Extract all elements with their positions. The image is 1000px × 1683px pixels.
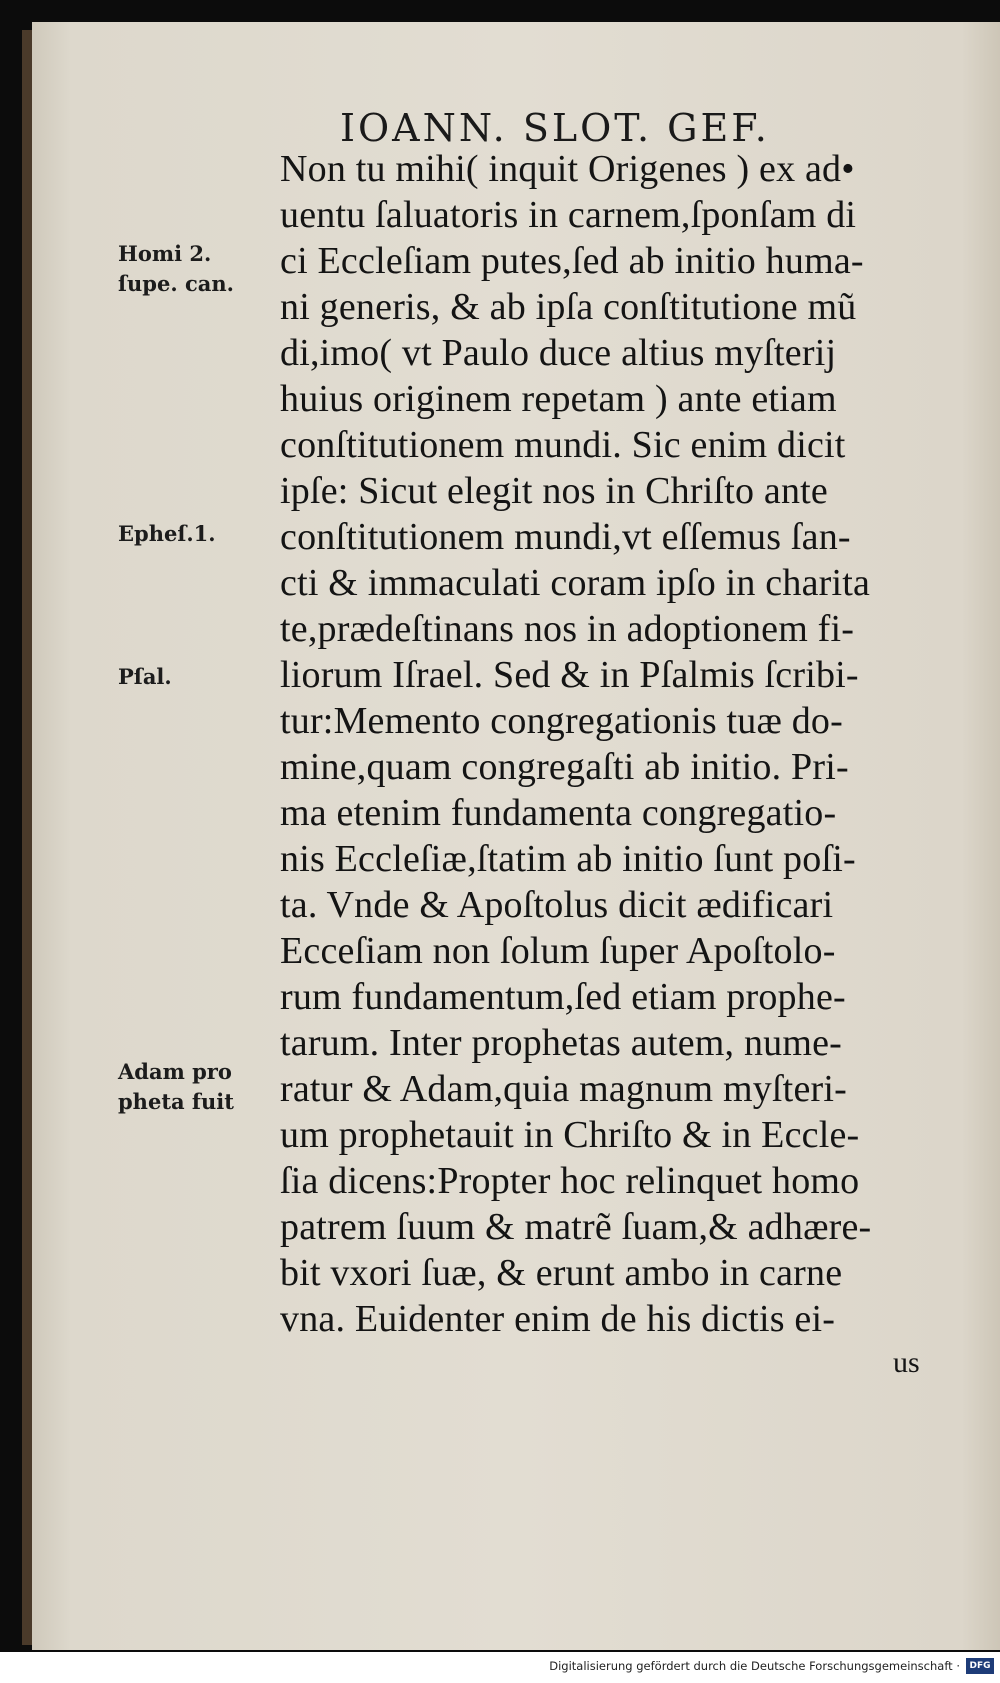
text-line: nis Eccleſiæ,ſtatim ab initio ſunt poſi- (280, 838, 856, 880)
text-line: uentu ſaluatoris in carnem,ſponſam di (280, 194, 857, 236)
text-line: ratur & Adam,quia magnum myſteri- (280, 1068, 847, 1110)
text-line: rum fundamentum,ſed etiam prophe- (280, 976, 846, 1018)
footer-bar (0, 1652, 1000, 1683)
text-line: Ecceſiam non ſolum ſuper Apoſtolo- (280, 930, 836, 972)
text-line: mine,quam congregaſti ab initio. Pri- (280, 746, 849, 788)
text-line: liorum Iſrael. Sed & in Pſalmis ſcribi- (280, 654, 859, 696)
text-line: ipſe: Sicut elegit nos in Chriſto ante (280, 470, 828, 512)
footer-credit: Digitalisierung gefördert durch die Deutsche Forschungsgemeinschaft · (549, 1659, 960, 1673)
running-header: IOANN. SLOT. GEF. (340, 106, 770, 150)
text-line: tur:Memento congregationis tuæ do- (280, 700, 843, 742)
text-line: conſtitutionem mundi. Sic enim dicit (280, 424, 846, 466)
text-line: te,prædeſtinans nos in adoptionem fi- (280, 608, 855, 650)
text-line: ma etenim fundamenta congregatio- (280, 792, 837, 834)
margin-note-supe: ſupe. can. (118, 271, 234, 296)
margin-note-ephes: Epheſ.1. (118, 521, 216, 546)
text-line: ci Eccleſiam putes,ſed ab initio huma- (280, 240, 864, 282)
margin-note-homi: Homi 2. (118, 241, 212, 266)
text-line: ni generis, & ab ipſa conſtitutione mũ (280, 286, 857, 328)
text-line: tarum. Inter prophetas autem, nume- (280, 1022, 843, 1064)
text-line: huius originem repetam ) ante etiam (280, 378, 837, 420)
text-line: Non tu mihi( inquit Origenes ) ex ad• (280, 148, 855, 190)
text-line: ſia dicens:Propter hoc relinquet homo (280, 1160, 860, 1202)
text-line: vna. Euidenter enim de his dictis ei- (280, 1298, 836, 1340)
main-text (280, 146, 940, 1342)
catchword: us (893, 1346, 920, 1379)
text-line: bit vxori ſuæ, & erunt ambo in carne (280, 1252, 843, 1294)
text-line: di,imo( vt Paulo duce altius myſterij (280, 332, 837, 374)
text-line: conſtitutionem mundi,vt eſſemus ſan- (280, 516, 851, 558)
dfg-logo-icon: DFG (966, 1658, 994, 1674)
margin-note-psal: Pſal. (118, 664, 172, 689)
text-line: um prophetauit in Chriſto & in Eccle- (280, 1114, 860, 1156)
margin-note-adam-line1: Adam pro (118, 1059, 232, 1084)
margin-note-adam-line2: pheta fuit (118, 1089, 234, 1114)
text-line: ta. Vnde & Apoſtolus dicit ædificari (280, 884, 834, 926)
text-line: cti & immaculati coram ipſo in charita (280, 562, 871, 604)
text-line: patrem ſuum & matrẽ ſuam,& adhære- (280, 1206, 872, 1248)
